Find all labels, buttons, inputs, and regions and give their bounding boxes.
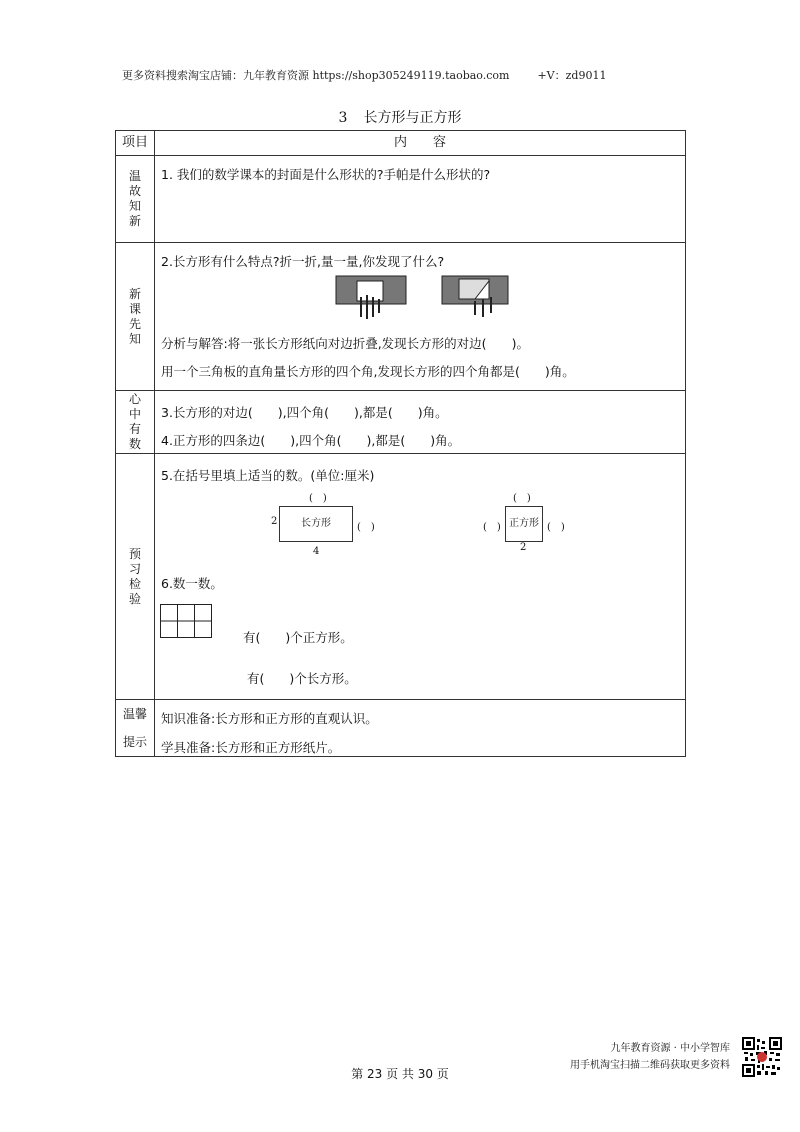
fold-paper-image-2 (441, 275, 509, 321)
row-content-review (155, 156, 686, 243)
tip-knowledge: 知识准备:长方形和正方形的直观认识。 (161, 711, 378, 726)
square-left-paren: ( ) (483, 522, 501, 533)
title-text: 长方形与正方形 (363, 110, 462, 126)
square-figure (505, 506, 543, 542)
col-header-content: 内 容 (155, 131, 686, 156)
rect-left-value: 2 (271, 516, 278, 527)
rect-bottom-value: 4 (313, 546, 320, 557)
row-label-check: 预 习 检 验 (116, 454, 155, 700)
square-bottom-value: 2 (520, 542, 527, 553)
page-title (0, 107, 800, 127)
grid-figure (160, 604, 212, 638)
rect-top-paren: ( ) (309, 493, 327, 504)
header-text: 更多资料搜索淘宝店铺：九年教育资源 https://shop305249119.taobao.com (122, 69, 510, 82)
lesson-table (115, 130, 686, 757)
row-label-summary: 心 中 有 数 (116, 391, 155, 454)
brand-line-1: 九年教育资源 · 中小学智库 (610, 1043, 730, 1054)
count-rectangles: 有( )个长方形。 (247, 671, 357, 686)
page-header (122, 67, 606, 83)
question-1: 1. 我们的数学课本的封面是什么形状的?手帕是什么形状的? (161, 167, 491, 182)
row-content-preview (155, 243, 686, 391)
fold-paper-image-1 (335, 275, 407, 321)
title-number: 3 (338, 110, 348, 126)
row-label-review: 温 故 知 新 (116, 156, 155, 243)
col-header-item: 项目 (116, 131, 155, 156)
tip-materials: 学具准备:长方形和正方形纸片。 (161, 740, 341, 755)
rect-right-paren: ( ) (357, 522, 375, 533)
question-2: 2.长方形有什么特点?折一折,量一量,你发现了什么? (161, 254, 445, 269)
square-top-paren: ( ) (513, 493, 531, 504)
row-content-check (155, 454, 686, 700)
rectangle-label: 长方形 (301, 518, 331, 529)
brand-line-2: 用手机淘宝扫描二维码获取更多资料 (570, 1060, 730, 1071)
row-content-tips (155, 700, 686, 757)
page-number: 第 23 页 共 30 页 (351, 1067, 449, 1081)
row-label-tips: 温馨 提示 (116, 700, 155, 757)
square-right-paren: ( ) (547, 522, 565, 533)
count-squares: 有( )个正方形。 (243, 630, 353, 645)
analysis-line-1: 分析与解答:将一张长方形纸向对边折叠,发现长方形的对边( )。 (161, 336, 529, 351)
folding-illustrations (161, 274, 685, 326)
row-label-preview: 新 课 先 知 (116, 243, 155, 391)
rectangle-figure (279, 506, 353, 542)
question-4: 4.正方形的四条边( ),四个角( ),都是( )角。 (161, 433, 461, 448)
question-3: 3.长方形的对边( ),四个角( ),都是( )角。 (161, 405, 448, 420)
question-6: 6.数一数。 (161, 576, 223, 591)
analysis-line-2: 用一个三角板的直角量长方形的四个角,发现长方形的四个角都是( )角。 (161, 364, 575, 379)
header-wechat: +V：zd9011 (537, 69, 607, 82)
square-label: 正方形 (509, 518, 539, 529)
row-content-summary (155, 391, 686, 454)
question-5: 5.在括号里填上适当的数。(单位:厘米) (161, 468, 375, 483)
